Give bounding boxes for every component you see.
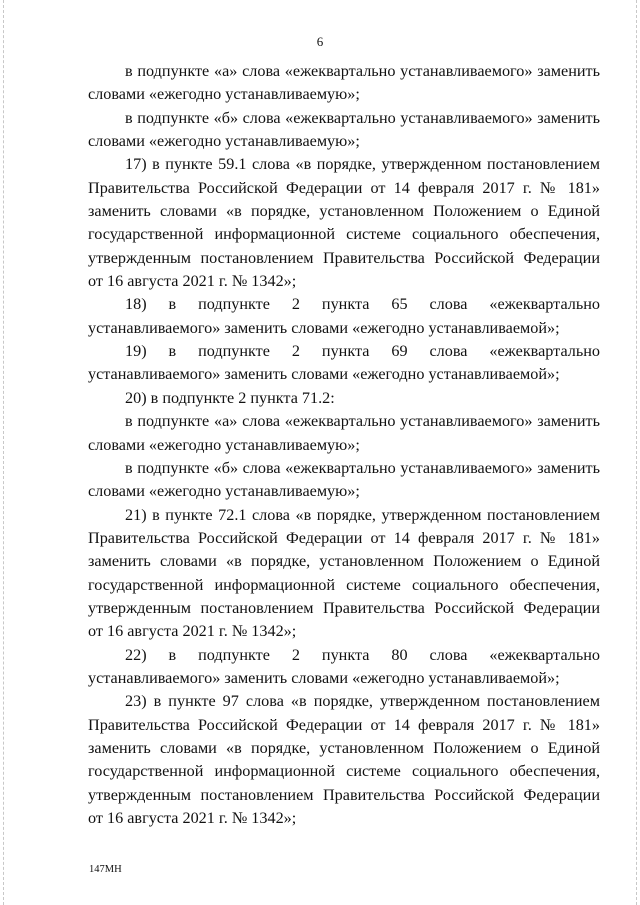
text-line: 19) в подпункте 2 пункта 69 слова «ежеквартально xyxy=(125,342,600,361)
text-line: 17) в пункте 59.1 слова «в порядке, утвержденном постановлением xyxy=(125,155,600,174)
text-line: от 16 августа 2021 г. № 1342»; xyxy=(88,272,297,291)
document-body xyxy=(88,60,600,830)
paragraph xyxy=(88,457,600,504)
text-line: 20) в подпункте 2 пункта 71.2: xyxy=(125,388,335,407)
text-line: устанавливаемого» заменить словами «ежегодно устанавливаемой»; xyxy=(88,318,560,337)
paragraph xyxy=(88,340,600,387)
scan-edge-left xyxy=(3,0,4,905)
text-line: Правительства Российской Федерации от 14 февраля 2017 г. № 181» xyxy=(88,528,600,547)
text-line: 23) в пункте 97 слова «в порядке, утвержденном постановлением xyxy=(125,692,600,711)
page-number: 6 xyxy=(316,34,324,49)
text-line: устанавливаемого» заменить словами «ежегодно устанавливаемой»; xyxy=(88,668,560,687)
text-line: от 16 августа 2021 г. № 1342»; xyxy=(88,809,297,827)
text-line: 21) в пункте 72.1 слова «в порядке, утвержденном постановлением xyxy=(125,505,600,524)
text-line: Правительства Российской Федерации от 14 февраля 2017 г. № 181» xyxy=(88,178,600,197)
text-line: утвержденным постановлением Правительства Российской Федерации xyxy=(88,785,600,804)
text-line: 18) в подпункте 2 пункта 65 слова «ежеквартально xyxy=(125,295,600,314)
text-line: Правительства Российской Федерации от 14 февраля 2017 г. № 181» xyxy=(88,715,600,734)
text-line: в подпункте «б» слова «ежеквартально устанавливаемого» заменить xyxy=(125,458,600,477)
text-line: словами «ежегодно устанавливаемую»; xyxy=(88,435,360,454)
text-line: словами «ежегодно устанавливаемую»; xyxy=(88,85,360,104)
text-line: от 16 августа 2021 г. № 1342»; xyxy=(88,622,297,641)
text-line: государственной информационной системе социального обеспечения, xyxy=(88,575,600,594)
paragraph xyxy=(88,153,600,293)
paragraph xyxy=(88,107,600,154)
text-line: в подпункте «б» слова «ежеквартально устанавливаемого» заменить xyxy=(125,108,600,127)
text-line: утвержденным постановлением Правительства Российской Федерации xyxy=(88,598,600,617)
text-line: заменить словами «в порядке, установленном Положением о Единой xyxy=(88,202,600,221)
paragraph xyxy=(88,644,600,691)
paragraph xyxy=(88,60,600,107)
text-line: словами «ежегодно устанавливаемую»; xyxy=(88,482,360,501)
paragraph xyxy=(88,293,600,340)
paragraph xyxy=(88,504,600,644)
text-line: утвержденным постановлением Правительства Российской Федерации xyxy=(88,248,600,267)
footer-document-code: 147МН xyxy=(89,864,122,875)
text-line: в подпункте «а» слова «ежеквартально устанавливаемого» заменить xyxy=(125,412,600,431)
text-line: словами «ежегодно устанавливаемую»; xyxy=(88,132,360,151)
paragraph xyxy=(88,690,600,830)
text-line: государственной информационной системе социального обеспечения, xyxy=(88,762,600,781)
text-line: в подпункте «а» слова «ежеквартально устанавливаемого» заменить xyxy=(125,62,600,80)
paragraph xyxy=(88,410,600,457)
text-line: государственной информационной системе социального обеспечения, xyxy=(88,225,600,244)
scan-edge-right xyxy=(636,0,637,905)
text-line: устанавливаемого» заменить словами «ежегодно устанавливаемой»; xyxy=(88,365,560,384)
text-line: заменить словами «в порядке, установленном Положением о Единой xyxy=(88,552,600,571)
paragraph xyxy=(88,387,600,410)
text-line: заменить словами «в порядке, установленном Положением о Единой xyxy=(88,738,600,757)
text-line: 22) в подпункте 2 пункта 80 слова «ежеквартально xyxy=(125,645,600,664)
